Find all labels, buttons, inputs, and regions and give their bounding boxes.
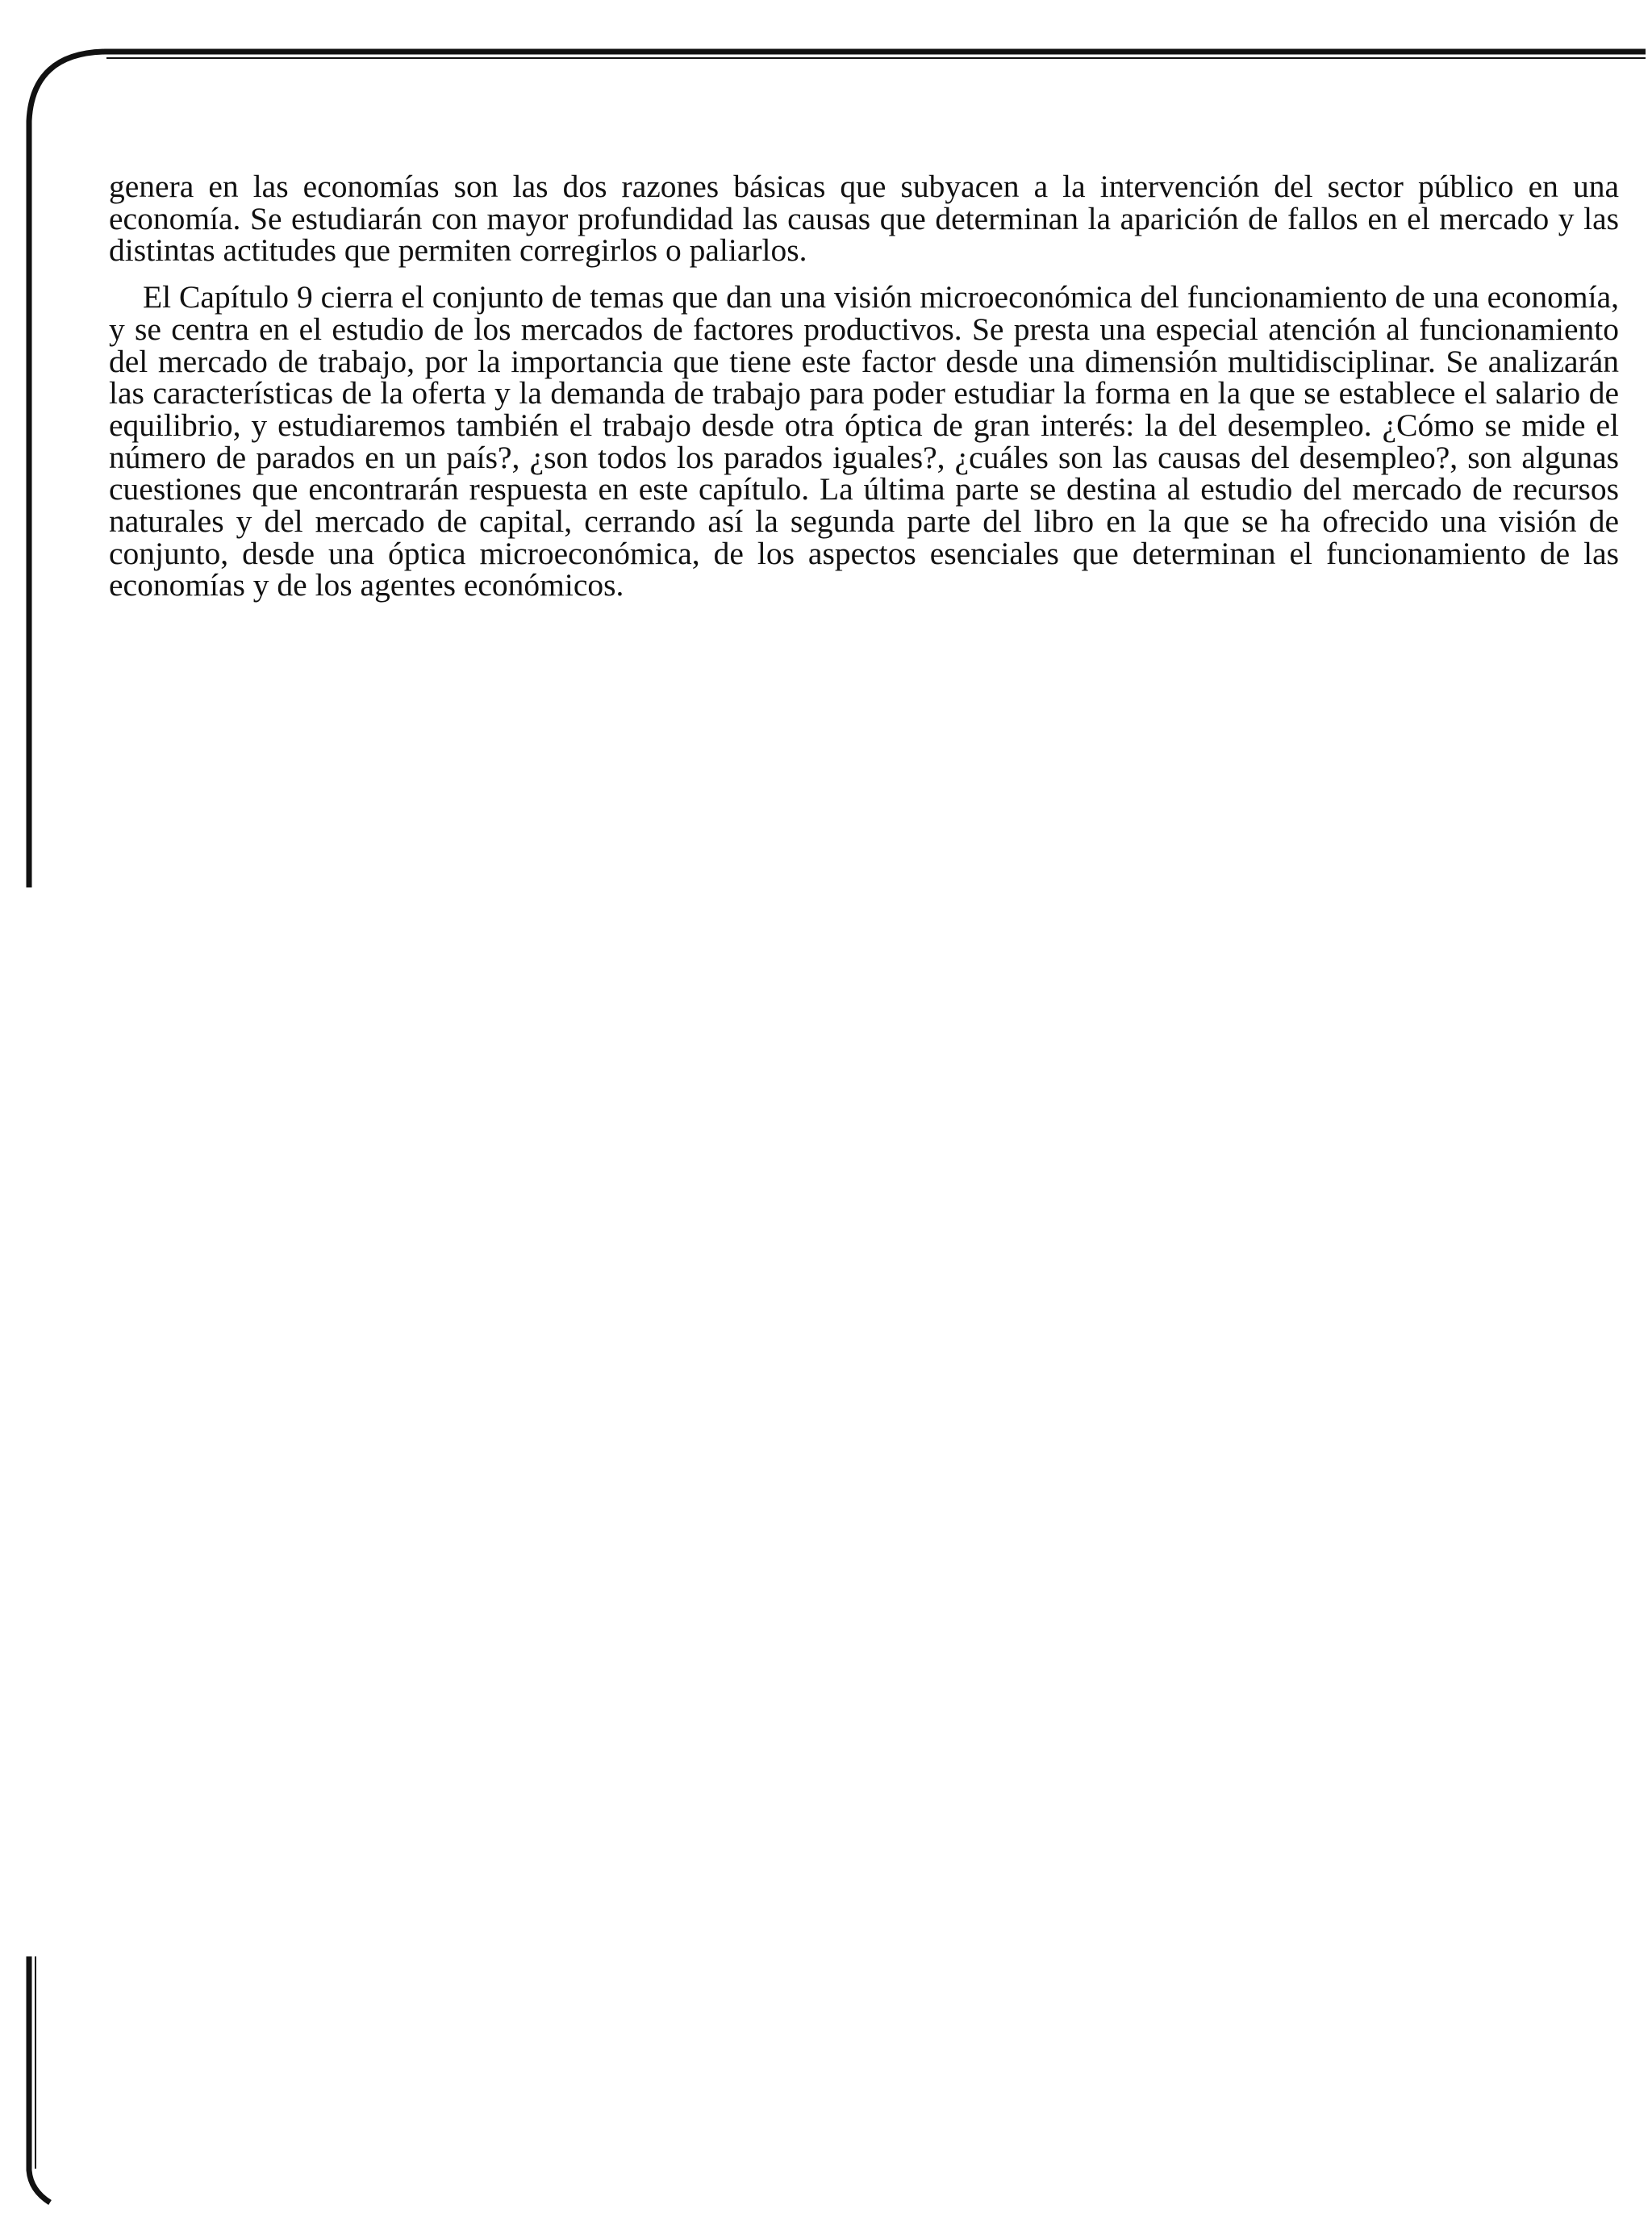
paragraph-1: genera en las economías son las dos razones básicas que subyacen a la intervención del sector público en una economía. Se estudiarán con mayor profundidad las causas que determinan la aparición de fallos en el mercado y las distintas actitudes que permiten corregirlos o paliarlos. bbox=[109, 169, 1619, 269]
paragraph-2: El Capítulo 9 cierra el conjunto de temas que dan una visión microeconómica del funcionamiento de una economía, y se centra en el estudio de los mercados de factores productivos. Se presta una especial atención al funcionamiento del mercado de trabajo, por la importancia que tiene este factor desde una dimensión multidisciplinar. Se analizarán las características de la oferta y la demanda de trabajo para poder estudiar la forma en la que se establece el salario de equilibrio, y estudiaremos también el trabajo desde otra óptica de gran interés: la del desempleo. ¿Cómo se mide el número de parados en un país?, ¿son todos los parados iguales?, ¿cuáles son las causas del desempleo?, son algunas cuestiones que encontrarán respuesta en este capítulo. La última parte se destina al estudio del mercado de recursos naturales y del mercado de capital, cerrando así la segunda parte del libro en la que se ha ofrecido una visión de conjunto, desde una óptica microeconómica, de los aspectos esenciales que determinan el funcionamiento de las economías y de los agentes económicos. bbox=[109, 279, 1619, 603]
frame-bottom-left-line bbox=[29, 1956, 50, 2203]
body-text bbox=[109, 171, 1619, 602]
